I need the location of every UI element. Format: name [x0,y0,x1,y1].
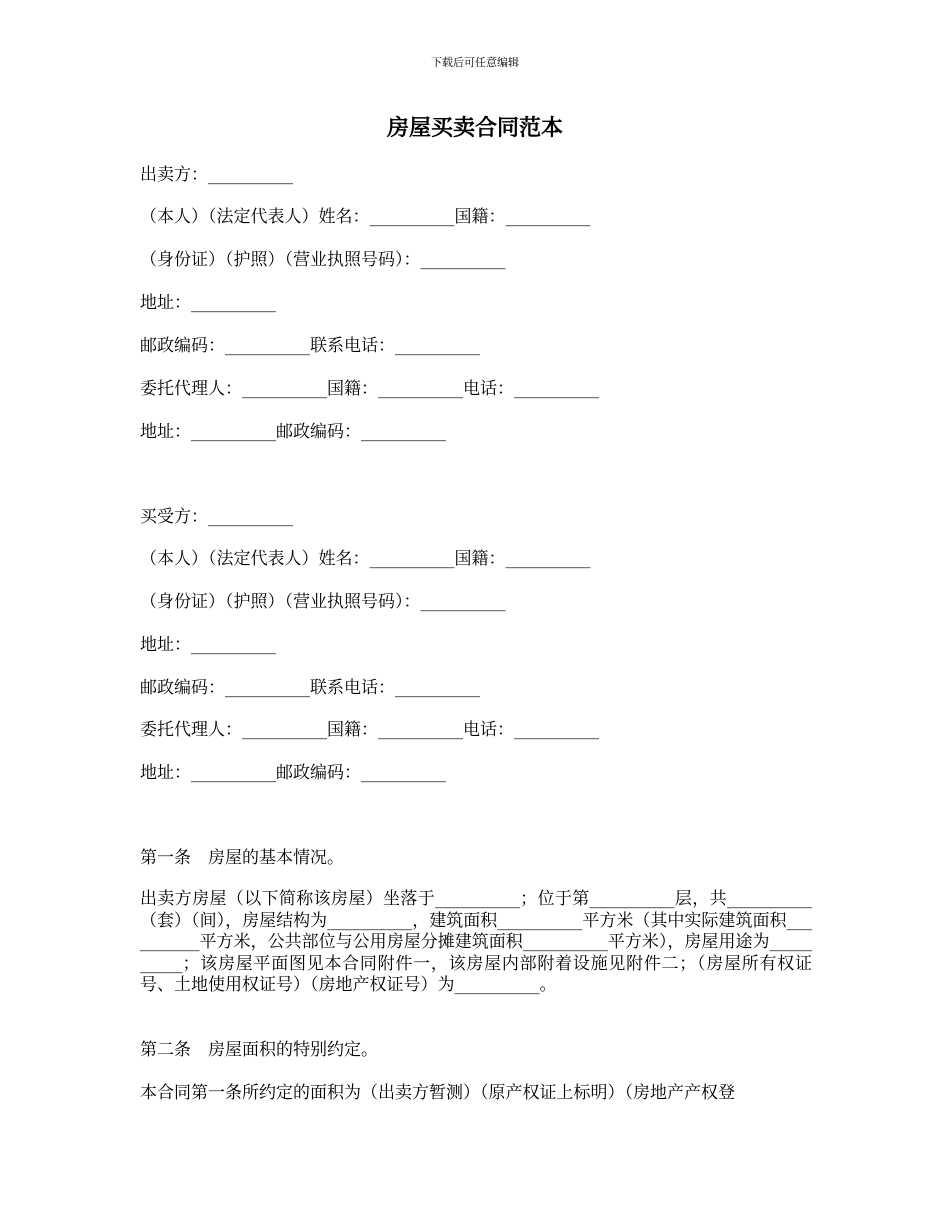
seller-name-line: （本人）（法定代表人）姓名：__________国籍：__________ [140,207,591,227]
article-1-heading: 第一条 房屋的基本情况。 [140,848,344,868]
article-1-body: 出卖方房屋（以下简称该房屋）坐落于__________；位于第__________层，共__________（套）（间），房屋结构为__________，建筑面积__________平方米（其中实际建筑面积__________平方米，公共部位与公用房屋分摊建筑面积__________平方米），房屋用途为__________；该房屋平面图见本合同附件一，该房屋内部附着设施见附件二；（房屋所有权证号、土地使用权证号）（房地产权证号）为__________。 [140,889,812,995]
seller-address: 地址：__________ [140,293,276,313]
buyer-contact: 邮政编码：__________联系电话：__________ [140,678,480,698]
header-note: 下载后可任意编辑 [431,56,519,69]
buyer-name-line: （本人）（法定代表人）姓名：__________国籍：__________ [140,549,591,569]
article-2-heading: 第二条 房屋面积的特别约定。 [140,1040,378,1060]
seller-label: 出卖方：__________ [140,165,293,185]
buyer-label: 买受方：__________ [140,507,293,527]
buyer-id-line: （身份证）（护照）（营业执照号码）：__________ [140,592,506,612]
seller-id-line: （身份证）（护照）（营业执照号码）：__________ [140,250,506,270]
buyer-agent: 委托代理人：__________国籍：__________电话：__________ [140,720,599,740]
buyer-address: 地址：__________ [140,635,276,655]
document-title: 房屋买卖合同范本 [386,115,563,141]
article-2-body: 本合同第一条所约定的面积为（出卖方暂测）（原产权证上标明）（房地产产权登 [140,1083,735,1103]
seller-contact: 邮政编码：__________联系电话：__________ [140,336,480,356]
buyer-agent-address: 地址：__________邮政编码：__________ [140,763,446,783]
seller-agent: 委托代理人：__________国籍：__________电话：__________ [140,379,599,399]
seller-agent-address: 地址：__________邮政编码：__________ [140,422,446,442]
